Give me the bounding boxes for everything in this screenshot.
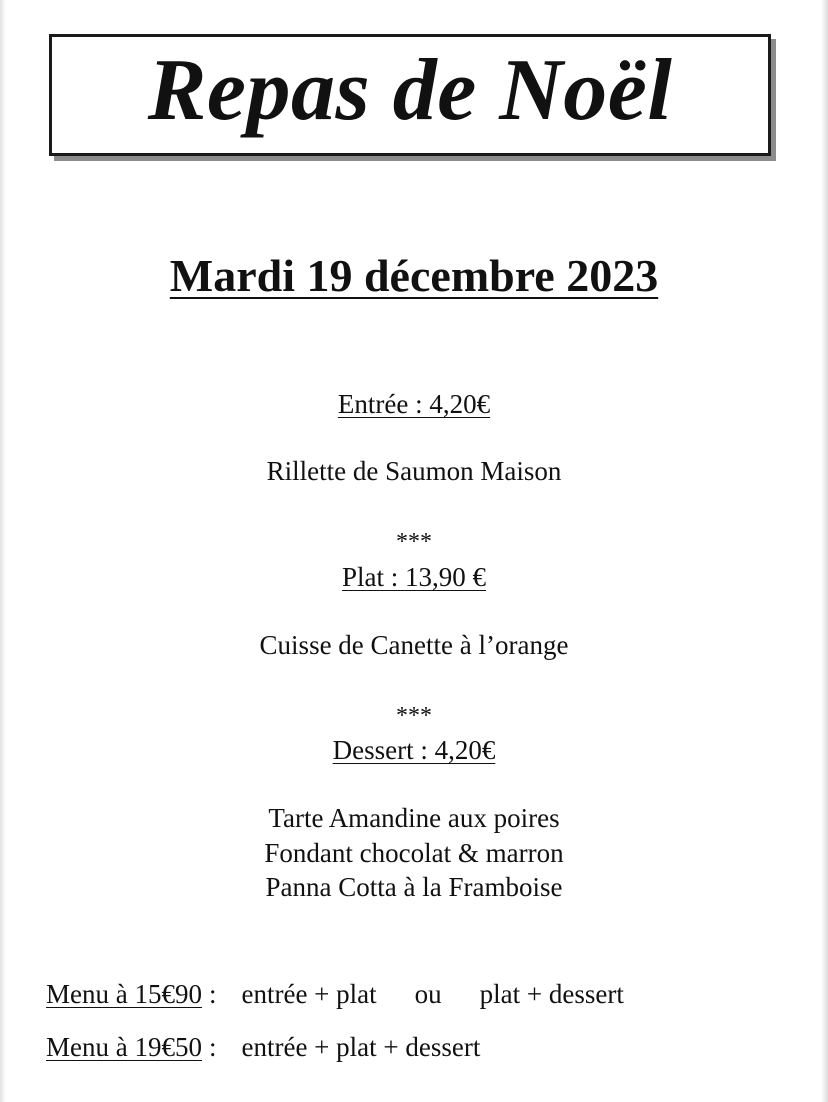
page-title: Repas de Noël <box>147 42 673 139</box>
event-date <box>0 250 828 301</box>
separator-2: *** <box>396 703 432 729</box>
formula-separator: : <box>208 1032 217 1062</box>
event-date-text: Mardi 19 décembre 2023 <box>169 250 659 301</box>
formula-option: entrée + plat <box>241 979 377 1009</box>
formula-option: entrée + plat + dessert <box>241 1032 481 1062</box>
formula-label: Menu à 15€90 <box>46 979 202 1009</box>
plat-item: Cuisse de Canette à l’orange <box>259 630 569 660</box>
formula-separator: : <box>208 979 217 1009</box>
entree-heading-text: Entrée : 4,20€ <box>337 389 491 419</box>
formula-connector: ou <box>414 979 442 1009</box>
entree-item: Rillette de Saumon Maison <box>266 456 562 486</box>
plat-heading <box>0 564 828 591</box>
dessert-heading-text: Dessert : 4,20€ <box>332 735 496 765</box>
plat-heading-text: Plat : 13,90 € <box>341 562 486 592</box>
formula-label: Menu à 19€50 <box>46 1032 202 1062</box>
dessert-item: Tarte Amandine aux poires <box>268 803 560 833</box>
dessert-item: Fondant chocolat & marron <box>264 838 564 868</box>
dessert-heading <box>0 737 828 764</box>
title-box <box>49 34 771 156</box>
formula-row <box>46 981 624 1008</box>
formula-row <box>46 1034 480 1061</box>
entree-heading <box>0 391 828 418</box>
formula-option: plat + dessert <box>479 979 624 1009</box>
dessert-item: Panna Cotta à la Framboise <box>265 872 563 902</box>
separator-1: *** <box>396 529 432 555</box>
